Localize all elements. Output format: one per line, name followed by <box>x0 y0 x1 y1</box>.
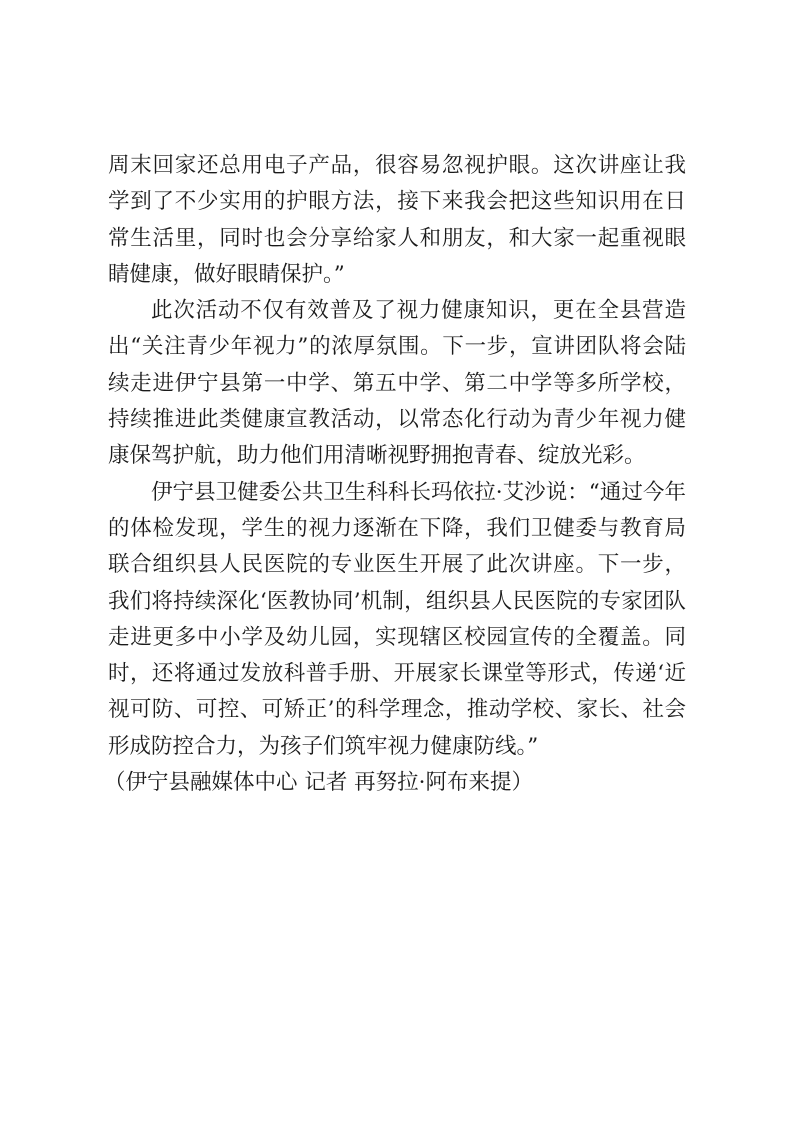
paragraph-quote-continuation: 周末回家还总用电子产品，很容易忽视护眼。这次讲座让我学到了不少实用的护眼方法，接下来我会把这些知识用在日常生活里，同时也会分享给家人和朋友，和大家一起重视眼睛健康，做好眼睛保护。” <box>108 153 686 287</box>
paragraph-official-statement: 伊宁县卫健委公共卫生科科长玛依拉·艾沙说：“通过今年的体检发现，学生的视力逐渐在下降，我们卫健委与教育局联合组织县人民医院的专业医生开展了此次讲座。下一步，我们将持续深化‘医教协同’机制，组织县人民医院的专家团队走进更多中小学及幼儿园，实现辖区校园宣传的全覆盖。同时，还将通过发放科普手册、开展家长课堂等形式，传递‘近视可防、可控、可矫正’的科学理念，推动学校、家长、社会形成防控合力，为孩子们筑牢视力健康防线。” <box>108 479 686 759</box>
byline-credit: （伊宁县融媒体中心 记者 再努拉·阿布来提） <box>104 770 534 796</box>
document-body <box>104 148 686 801</box>
paragraph-activity-summary: 此次活动不仅有效普及了视力健康知识，更在全县营造出“关注青少年视力”的浓厚氛围。下一步，宣讲团队将会陆续走进伊宁县第一中学、第五中学、第二中学等多所学校，持续推进此类健康宣教活动，以常态化行动为青少年视力健康保驾护航，助力他们用清晰视野拥抱青春、绽放光彩。 <box>108 298 686 469</box>
